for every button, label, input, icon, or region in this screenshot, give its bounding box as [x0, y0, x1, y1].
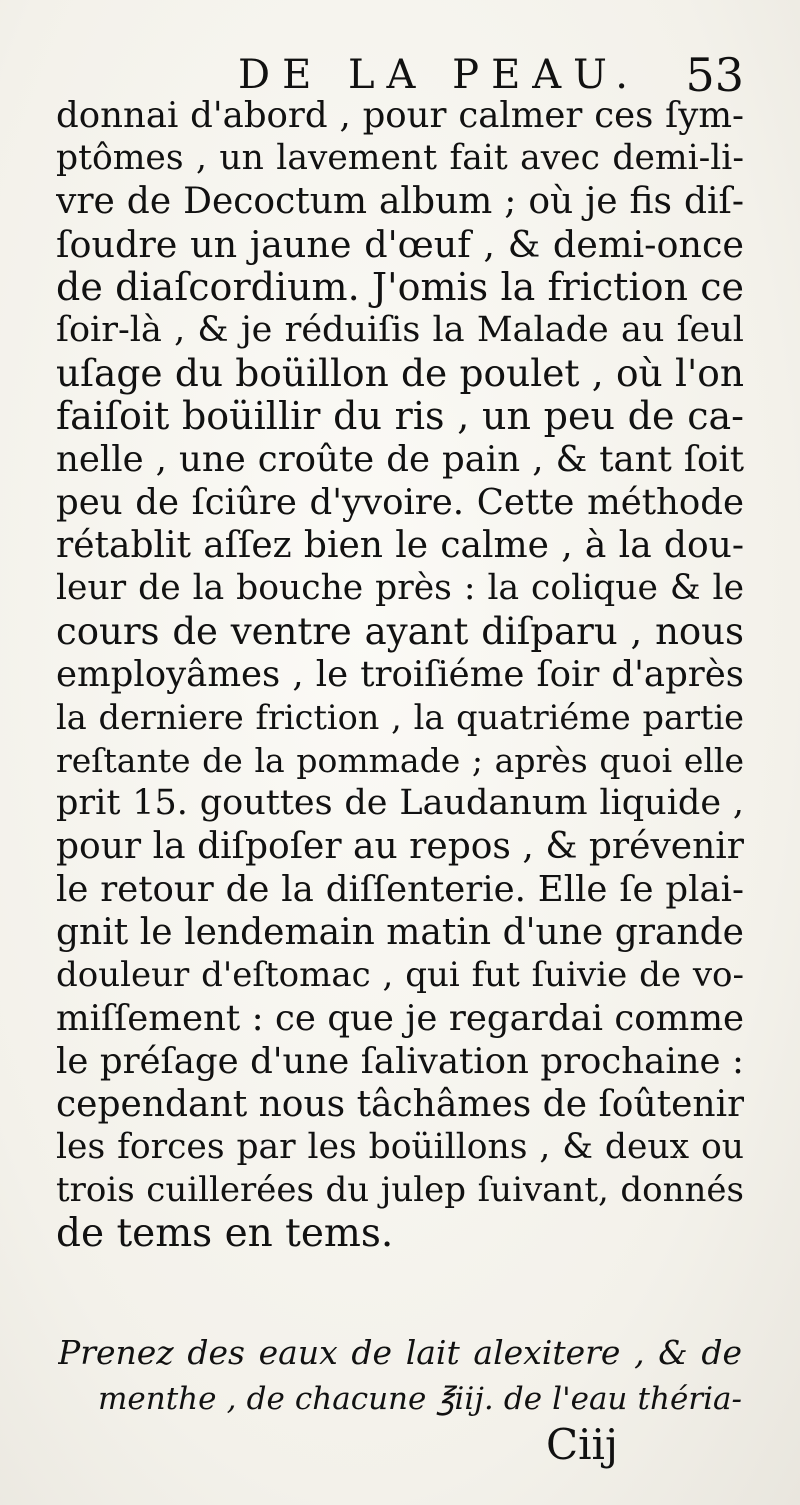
- text-line: faiſoit boüillir du ris , un peu de ca-: [56, 395, 744, 438]
- text-line: ſoudre un jaune d'œuf , & demi-once: [56, 223, 744, 266]
- body-text: [56, 94, 744, 1255]
- text-line: le préſage d'une ſalivation prochaine :: [56, 1041, 744, 1082]
- running-title: DE LA PEAU.: [238, 52, 640, 98]
- text-line: prit 15. gouttes de Laudanum liquide ,: [56, 783, 744, 823]
- text-line: cours de ventre ayant diſparu , nous: [56, 610, 744, 653]
- recipe-line: menthe , de chacune ℥iij. de l'eau thériа-: [98, 1381, 742, 1417]
- recipe-line: Prenez des eaux de lait alexitere , & de: [58, 1333, 742, 1372]
- text-line: miſſement : ce que je regardai comme: [56, 998, 744, 1039]
- text-line: vre de Decoctum album ; où je fis diſ-: [56, 181, 744, 222]
- text-line: cependant nous tâchâmes de ſoûtenir: [56, 1084, 744, 1125]
- text-line: gnit le lendemain matin d'une grande: [56, 912, 744, 953]
- text-line: trois cuillerées du julep ſuivant, donnés: [56, 1170, 744, 1210]
- text-line: nelle , une croûte de pain , & tant ſoit: [56, 439, 744, 480]
- recipe-text: [58, 1330, 742, 1422]
- page-number: 53: [685, 48, 744, 102]
- text-line: reſtante de la pommade ; après quoi elle: [56, 741, 744, 780]
- text-line: employâmes , le troiſiéme ſoir d'après: [56, 654, 744, 695]
- text-line: douleur d'eſtomac , qui fut ſuivie de vo-: [56, 955, 744, 995]
- text-line: ptômes , un lavement fait avec demi-li-: [56, 138, 744, 178]
- text-line: ſoir-là , & je réduiſis la Malade au ſeul: [56, 310, 744, 350]
- text-line: la derniere friction , la quatriéme partie: [56, 698, 744, 737]
- text-line: donnai d'abord , pour calmer ces ſym-: [56, 95, 744, 136]
- text-line: peu de ſciûre d'yvoire. Cette méthode: [56, 482, 744, 523]
- text-line: leur de la bouche près : la colique & le: [56, 568, 744, 608]
- text-line: le retour de la diſſenterie. Elle ſe plai-: [56, 869, 744, 910]
- text-line: les forces par les boüillons , & deux ou: [56, 1127, 744, 1167]
- text-line: uſage du boüillon de poulet , où l'on: [56, 352, 744, 395]
- text-line: rétablit aſſez bien le calme , à la dou-: [56, 525, 744, 566]
- signature-mark: Ciij: [545, 1420, 618, 1469]
- text-line: de tems en tems.: [56, 1212, 394, 1255]
- text-line: de diaſcordium. J'omis la friction ce: [56, 266, 744, 309]
- text-line: pour la diſpoſer au repos , & prévenir: [56, 826, 744, 867]
